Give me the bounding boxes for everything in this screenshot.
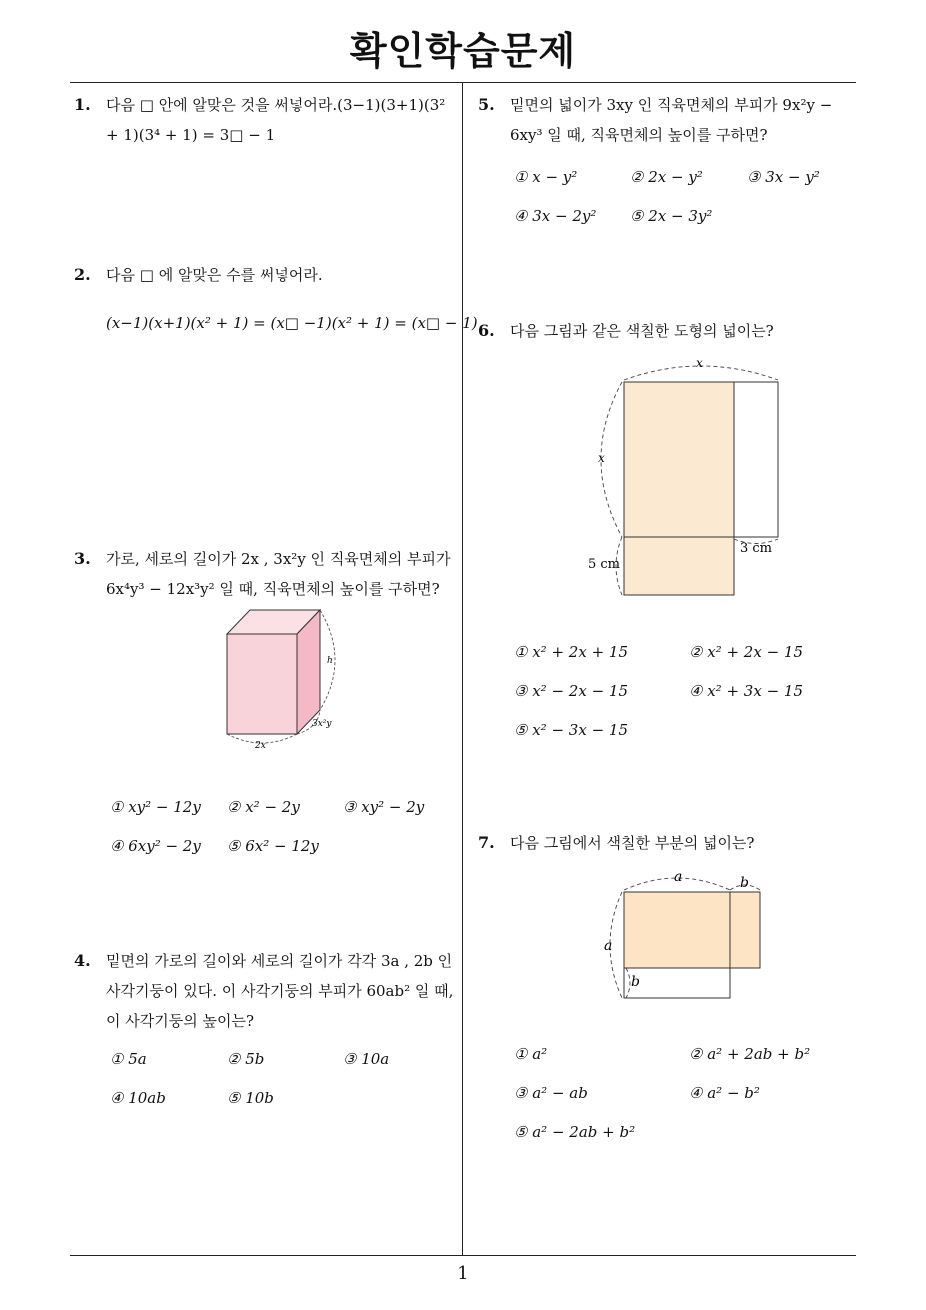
choice-3[interactable]: ③ x² − 2x − 15 bbox=[514, 682, 628, 700]
choice-3[interactable]: ③ 3x − y² bbox=[747, 168, 820, 186]
choice-4[interactable]: ④ 10ab bbox=[110, 1089, 166, 1107]
question-text: 밑면의 넓이가 3xy 인 직육면체의 부피가 9x²y − 6xy³ 일 때, 직육면체의 높이를 구하면? bbox=[510, 96, 833, 144]
label-depth: 3x²y bbox=[312, 719, 332, 729]
question-number: 3. bbox=[74, 549, 91, 568]
label-top-x: x bbox=[696, 356, 703, 370]
top-rule bbox=[70, 82, 856, 83]
choice-4[interactable]: ④ 3x − 2y² bbox=[514, 207, 597, 225]
label-3cm: 3 cm bbox=[740, 541, 773, 556]
choice-4[interactable]: ④ x² + 3x − 15 bbox=[689, 682, 803, 700]
question-number: 1. bbox=[74, 95, 91, 114]
choice-4[interactable]: ④ a² − b² bbox=[689, 1084, 760, 1102]
shaded-rectangle-figure-7 bbox=[598, 868, 773, 1003]
label-top-b: b bbox=[740, 875, 749, 891]
question-text: 다음 그림과 같은 색칠한 도형의 넓이는? bbox=[510, 322, 774, 340]
choice-2[interactable]: ② 5b bbox=[227, 1050, 265, 1068]
question-number: 4. bbox=[74, 951, 91, 970]
question-number: 6. bbox=[478, 321, 495, 340]
label-inner-b: b bbox=[631, 974, 640, 990]
choice-2[interactable]: ② a² + 2ab + b² bbox=[689, 1045, 811, 1063]
choice-4[interactable]: ④ 6xy² − 2y bbox=[110, 837, 201, 855]
question-text: 다음 □ 에 알맞은 수를 써넣어라. bbox=[106, 266, 323, 284]
choice-1[interactable]: ① x² + 2x + 15 bbox=[514, 643, 628, 661]
label-left-a: a bbox=[604, 938, 613, 954]
choice-2[interactable]: ② x² − 2y bbox=[227, 798, 300, 816]
page-title: 확인학습문제 bbox=[349, 29, 577, 73]
question-2 bbox=[74, 260, 458, 290]
question-number: 7. bbox=[478, 833, 495, 852]
question-number: 2. bbox=[74, 265, 91, 284]
label-width: 2x bbox=[255, 741, 266, 751]
question-3 bbox=[74, 544, 458, 604]
question-4 bbox=[74, 946, 458, 1036]
cuboid-figure bbox=[215, 600, 355, 755]
bottom-rule bbox=[70, 1255, 856, 1256]
choice-5[interactable]: ⑤ 10b bbox=[227, 1089, 274, 1107]
choice-2[interactable]: ② x² + 2x − 15 bbox=[689, 643, 803, 661]
choice-3[interactable]: ③ 10a bbox=[343, 1050, 390, 1068]
question-text: 밑면의 가로의 길이와 세로의 길이가 각각 3a , 2b 인 사각기둥이 있다. 이 사각기둥의 부피가 60ab² 일 때, 이 사각기둥의 높이는? bbox=[106, 952, 454, 1030]
choice-1[interactable]: ① 5a bbox=[110, 1050, 147, 1068]
choice-5[interactable]: ⑤ x² − 3x − 15 bbox=[514, 721, 628, 739]
choice-3[interactable]: ③ xy² − 2y bbox=[343, 798, 425, 816]
question-text: 다음 그림에서 색칠한 부분의 넓이는? bbox=[510, 834, 755, 852]
question-7 bbox=[478, 828, 858, 858]
choice-1[interactable]: ① xy² − 12y bbox=[110, 798, 201, 816]
page-number: 1 bbox=[457, 1263, 469, 1284]
question-1 bbox=[74, 90, 458, 150]
column-divider bbox=[462, 82, 463, 1255]
label-left-x: x bbox=[598, 451, 605, 465]
choice-1[interactable]: ① x − y² bbox=[514, 168, 578, 186]
choice-5[interactable]: ⑤ a² − 2ab + b² bbox=[514, 1123, 636, 1141]
question-text: 다음 □ 안에 알맞은 것을 써넣어라.(3−1)(3+1)(3² + 1)(3⁴ + 1) = 3□ − 1 bbox=[106, 96, 446, 144]
choice-5[interactable]: ⑤ 6x² − 12y bbox=[227, 837, 319, 855]
choice-1[interactable]: ① a² bbox=[514, 1045, 548, 1063]
shaded-rectangle-figure-6 bbox=[580, 352, 790, 602]
choice-5[interactable]: ⑤ 2x − 3y² bbox=[630, 207, 713, 225]
label-5cm: 5 cm bbox=[588, 557, 621, 572]
label-top-a: a bbox=[674, 869, 683, 885]
question-5 bbox=[478, 90, 858, 150]
label-h: h bbox=[327, 656, 333, 666]
question-number: 5. bbox=[478, 95, 495, 114]
choice-3[interactable]: ③ a² − ab bbox=[514, 1084, 588, 1102]
question-6 bbox=[478, 316, 858, 346]
question-text: 가로, 세로의 길이가 2x , 3x²y 인 직육면체의 부피가 6x⁴y³ − 12x³y² 일 때, 직육면체의 높이를 구하면? bbox=[106, 550, 451, 598]
choice-2[interactable]: ② 2x − y² bbox=[630, 168, 703, 186]
equation: (x−1)(x+1)(x² + 1) = (x□ −1)(x² + 1) = (x□ − 1) bbox=[106, 314, 478, 332]
